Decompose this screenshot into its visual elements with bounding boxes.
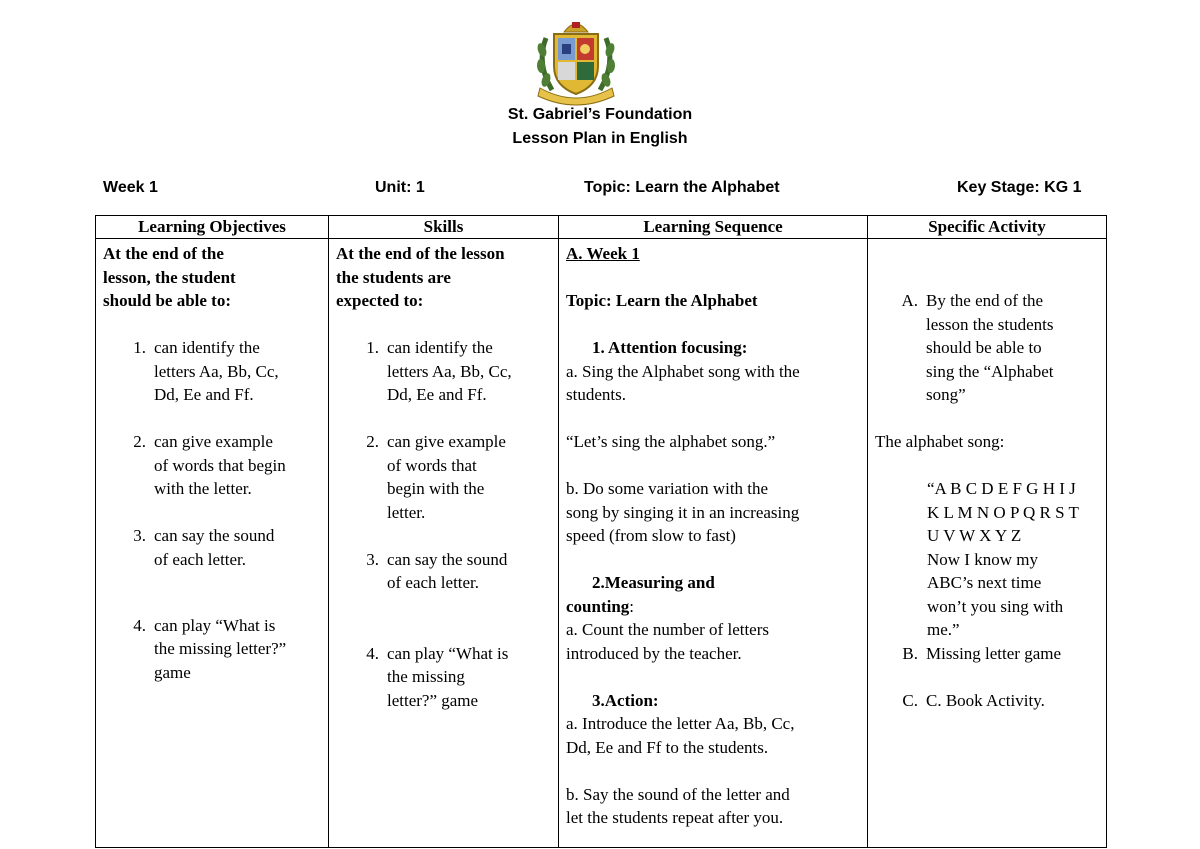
document-title: Lesson Plan in English bbox=[512, 130, 688, 147]
header-learning-objectives: Learning Objectives bbox=[96, 216, 329, 239]
unit-label: Unit: 1 bbox=[375, 179, 425, 196]
objective-item: 4. can play “What is the missing letter?” game bbox=[133, 615, 287, 682]
skill-item: 1. can identify the letters Aa, Bb, Cc, Dd, Ee and Ff. bbox=[366, 338, 512, 404]
activity-item-b: B. Missing letter game bbox=[902, 643, 1062, 663]
school-crest-logo bbox=[532, 18, 620, 106]
activity-item-a: A. By the end of the lesson the students should be able to sing the “Alphabet song” bbox=[901, 291, 1054, 404]
objective-item: 1. can identify the letters Aa, Bb, Cc, Dd, Ee and Ff. bbox=[133, 338, 279, 404]
song-lyrics: “A B C D E F G H I J K L M N O P Q R S T U V W X Y Z Now I know my ABC’s next time won’t you sing with me.” bbox=[927, 479, 1079, 639]
step-1-a: a. Sing the Alphabet song with the students. bbox=[566, 361, 800, 404]
step-measuring-title-2: counting: bbox=[566, 596, 635, 616]
step-2-a: a. Count the number of letters introduced by the teacher. bbox=[566, 620, 770, 663]
step-3-b: b. Say the sound of the letter and let the students repeat after you. bbox=[566, 784, 790, 827]
sequence-topic: Topic: Learn the Alphabet bbox=[566, 291, 758, 310]
activity-item-c: C. C. Book Activity. bbox=[902, 690, 1045, 710]
skill-item: 4. can play “What is the missing letter?” game bbox=[366, 643, 509, 710]
step-1-b: b. Do some variation with the song by singing it in an increasing speed (from slow to fast) bbox=[566, 479, 800, 545]
table-header-row bbox=[96, 216, 1107, 239]
header-specific-activity: Specific Activity bbox=[868, 216, 1107, 239]
table-body-row bbox=[96, 239, 1107, 848]
skills-intro: At the end of the lesson the students are expected to: bbox=[336, 244, 505, 310]
objectives-intro: At the end of the lesson, the student should be able to: bbox=[103, 244, 236, 310]
lesson-plan-table bbox=[95, 215, 1107, 848]
activity-cell bbox=[868, 239, 1107, 848]
organization-name: St. Gabriel’s Foundation bbox=[507, 106, 693, 123]
skill-item: 2. can give example of words that begin with the letter. bbox=[366, 432, 506, 522]
key-stage-label: Key Stage: KG 1 bbox=[957, 179, 1082, 196]
objective-item: 3. can say the sound of each letter. bbox=[133, 526, 275, 569]
sequence-week: A. Week 1 bbox=[566, 244, 640, 263]
step-measuring-title: 2.Measuring and bbox=[592, 573, 715, 592]
header-skills: Skills bbox=[329, 216, 559, 239]
step-3-a: a. Introduce the letter Aa, Bb, Cc, Dd, Ee and Ff to the students. bbox=[566, 714, 795, 757]
header-learning-sequence: Learning Sequence bbox=[559, 216, 868, 239]
sequence-cell bbox=[559, 239, 868, 848]
skills-cell bbox=[329, 239, 559, 848]
song-label: The alphabet song: bbox=[875, 432, 1005, 451]
objectives-cell bbox=[96, 239, 329, 848]
step-action-title: 3.Action: bbox=[592, 690, 659, 710]
step-attention-focusing: 1. Attention focusing: bbox=[592, 338, 748, 357]
step-1-quote: “Let’s sing the alphabet song.” bbox=[566, 432, 776, 451]
objective-item: 2. can give example of words that begin with the letter. bbox=[133, 432, 286, 498]
skill-item: 3. can say the sound of each letter. bbox=[366, 549, 508, 592]
topic-label: Topic: Learn the Alphabet bbox=[584, 179, 780, 196]
week-label: Week 1 bbox=[103, 179, 158, 196]
